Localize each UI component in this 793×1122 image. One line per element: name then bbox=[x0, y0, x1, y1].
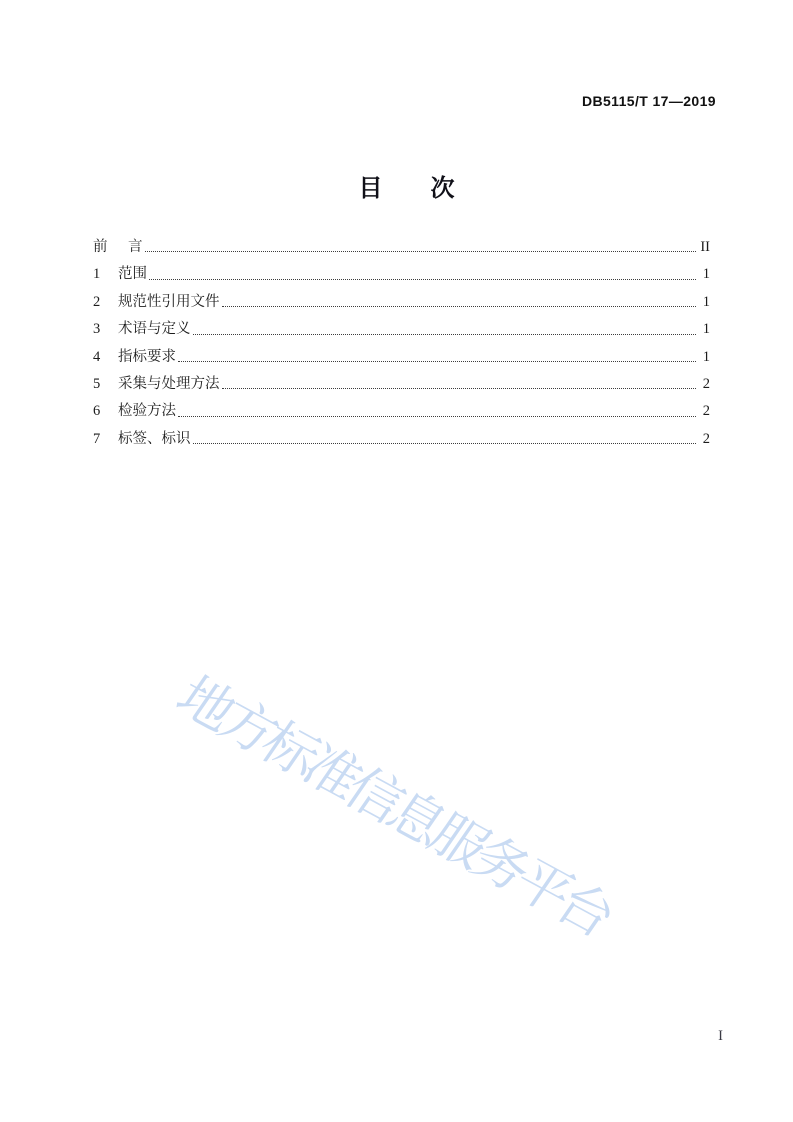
toc-entry-page: 2 bbox=[702, 403, 710, 420]
dot-leader bbox=[178, 416, 696, 417]
toc-entry-page: 1 bbox=[702, 321, 710, 338]
toc-entry-title: 采集与处理方法 bbox=[118, 375, 220, 392]
dot-leader bbox=[149, 279, 696, 280]
toc-entry-number: 6 bbox=[93, 403, 101, 420]
dot-leader bbox=[178, 361, 696, 362]
table-of-contents bbox=[93, 229, 710, 448]
toc-entry-page: II bbox=[700, 239, 710, 255]
toc-entry bbox=[93, 229, 710, 256]
toc-entry-title: 检验方法 bbox=[118, 403, 176, 420]
toc-entry-title: 标签、标识 bbox=[118, 430, 191, 447]
dot-leader bbox=[193, 443, 697, 444]
toc-entry-title: 指标要求 bbox=[118, 348, 176, 365]
watermark-text: 地方标准信息服务平台 bbox=[164, 665, 623, 947]
dot-leader bbox=[145, 251, 697, 252]
dot-leader bbox=[222, 388, 697, 389]
standard-number-header: DB5115/T 17—2019 bbox=[581, 93, 716, 109]
toc-entry-page: 2 bbox=[702, 375, 710, 392]
toc-entry-title: 范围 bbox=[118, 266, 147, 283]
toc-entry-number: 2 bbox=[93, 293, 101, 310]
footer-page-number: I bbox=[718, 1028, 723, 1044]
toc-entry-number: 前 bbox=[93, 239, 108, 255]
dot-leader bbox=[222, 306, 697, 307]
toc-entry-number: 5 bbox=[93, 375, 101, 392]
toc-entry-page: 1 bbox=[702, 266, 710, 283]
toc-entry-title: 言 bbox=[128, 239, 143, 255]
toc-entry-number: 4 bbox=[93, 348, 101, 365]
toc-entry bbox=[93, 421, 710, 448]
toc-entry bbox=[93, 339, 710, 366]
toc-entry-number: 3 bbox=[93, 321, 101, 338]
toc-entry bbox=[93, 284, 710, 311]
toc-entry-number: 1 bbox=[93, 266, 101, 283]
toc-entry-title: 术语与定义 bbox=[118, 321, 191, 338]
toc-entry-title: 规范性引用文件 bbox=[118, 293, 220, 310]
dot-leader bbox=[193, 334, 697, 335]
toc-entry bbox=[93, 366, 710, 393]
toc-entry bbox=[93, 256, 710, 283]
toc-entry-number: 7 bbox=[93, 430, 101, 447]
toc-entry-page: 1 bbox=[702, 348, 710, 365]
toc-entry bbox=[93, 393, 710, 420]
toc-entry bbox=[93, 311, 710, 338]
toc-entry-page: 2 bbox=[702, 430, 710, 447]
toc-entry-page: 1 bbox=[702, 293, 710, 310]
page-title: 目 次 bbox=[358, 174, 455, 202]
